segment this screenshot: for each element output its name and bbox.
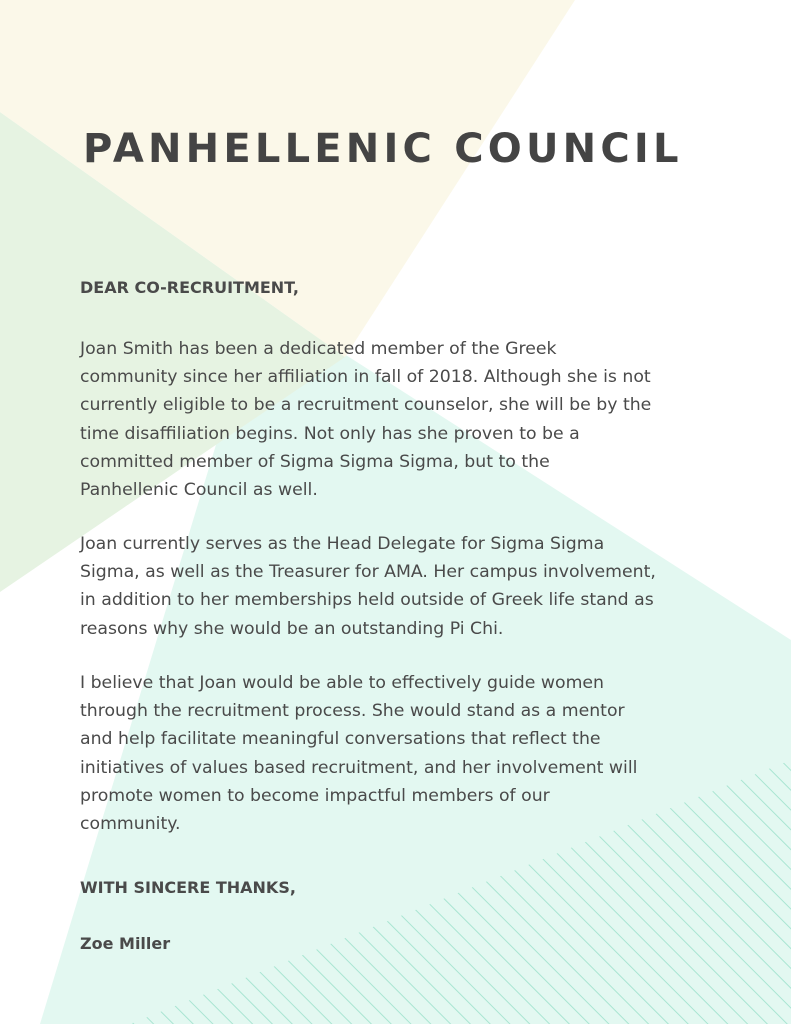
paragraph-line: through the recruitment process. She would stand as a mentor <box>80 701 625 722</box>
paragraph-line: time disaffiliation begins. Not only has she proven to be a <box>80 423 580 444</box>
paragraph-line: community. <box>80 814 181 835</box>
paragraph-line: initiatives of values based recruitment, and her involvement will <box>80 757 638 778</box>
paragraph-line: community since her affiliation in fall of 2018. Although she is not <box>80 367 651 388</box>
paragraph-line: Panhellenic Council as well. <box>80 480 318 501</box>
paragraph-1 <box>80 335 651 504</box>
paragraph-line: reasons why she would be an outstanding Pi Chi. <box>80 618 504 639</box>
page-title: PANHELLENIC COUNCIL <box>83 126 683 172</box>
paragraph-line: and help facilitate meaningful conversations that reflect the <box>80 729 601 750</box>
paragraph-line: Sigma, as well as the Treasurer for AMA. Her campus involvement, <box>80 562 656 583</box>
salutation: DEAR CO-RECRUITMENT, <box>80 278 299 297</box>
paragraph-2 <box>80 530 656 643</box>
paragraph-line: committed member of Sigma Sigma Sigma, but to the <box>80 451 550 472</box>
paragraph-line: promote women to become impactful members of our <box>80 785 550 806</box>
closing: WITH SINCERE THANKS, <box>80 878 296 897</box>
paragraph-line: in addition to her memberships held outside of Greek life stand as <box>80 590 654 611</box>
paragraph-line: Joan currently serves as the Head Delegate for Sigma Sigma <box>80 534 605 554</box>
paragraph-line: I believe that Joan would be able to effectively guide women <box>80 673 604 693</box>
paragraph-line: currently eligible to be a recruitment counselor, she will be by the <box>80 395 652 416</box>
paragraph-line: Joan Smith has been a dedicated member of the Greek <box>80 339 557 359</box>
signature: Zoe Miller <box>80 934 171 953</box>
paragraph-3 <box>80 669 637 838</box>
